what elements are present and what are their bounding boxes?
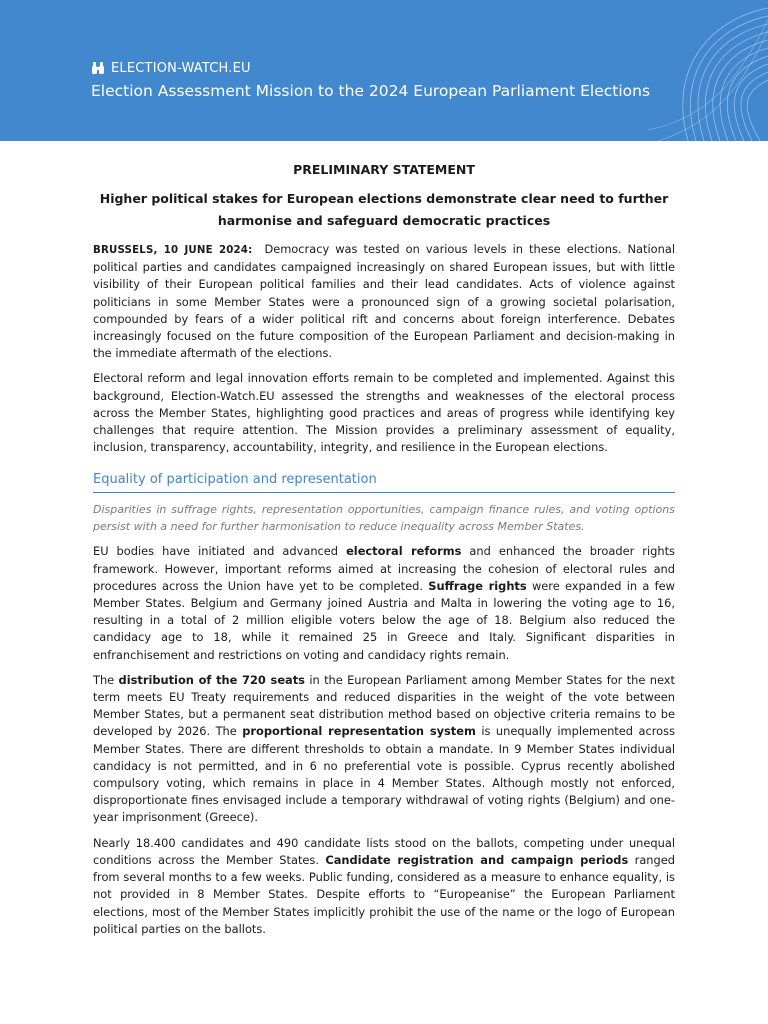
intro-paragraph-1-text: Democracy was tested on various levels in these elections. National political parties and candidates campaigned increasingly on shared European issues, but with little visibility of their European political families and their lead candidates. Acts of violence against politicians in some Member States were a pronounced sign of a growing societal polarisation, compounded by fears of a wider political rift and concerns about foreign interference. Debates increasingly focused on the future composition of the European Parliament and decision-making in the immediate aftermath of the elections. (93, 242, 675, 361)
header-banner (0, 0, 768, 141)
section-heading: Equality of participation and representation (93, 471, 675, 493)
wave-lines-decoration (648, 0, 768, 141)
emphasis-seat-distribution: distribution of the 720 seats (118, 672, 305, 687)
text-run: were expanded in a few Member States. Belgium and Germany joined Austria and Malta in lowering the voting age to 16, resulting in a total of 2 million eligible voters below the age of 18. Belgium also reduced the candidacy age to 18, while it remained 25 in Greece and Italy. Significant disparities in enfranchisement and restrictions on voting and candidacy rights remain. (93, 578, 676, 662)
text-run: Nearly 18.400 candidates and 490 candidate lists stood on the ballots, competing under unequal conditions across the Member States. (93, 835, 675, 867)
section-paragraph-2 (93, 672, 675, 827)
intro-paragraph-2: Electoral reform and legal innovation efforts remain to be completed and implemented. Against this background, Election-Watch.EU assessed the strengths and weaknesses of the electoral process across the Member States, highlighting good practices and areas of progress while identifying key challenges that require attention. The Mission provides a preliminary assessment of equality, inclusion, transparency, accountability, integrity, and resilience in the European elections. (93, 371, 675, 455)
section-paragraph-3 (93, 835, 675, 938)
text-run: in the European Parliament among Member States for the next term meets EU Treaty requirements and reduced disparities in the weight of the vote between Member States, but a permanent seat distribution method based on objective criteria remains to be developed by 2026. The (93, 672, 676, 739)
text-run: ranged from several months to a few weeks. Public funding, considered as a measure to enhance equality, is not provided in 8 Member States. Despite efforts to “Europeanise” the European Parliament elections, most of the Member States implicitly prohibit the use of the name or the logo of European political parties on the ballots. (93, 852, 675, 936)
emphasis-suffrage-rights: Suffrage rights (428, 578, 527, 593)
emphasis-proportional-representation: proportional representation system (242, 724, 476, 739)
emphasis-candidate-registration: Candidate registration and campaign periods (325, 852, 629, 867)
text-run: EU bodies have initiated and advanced (93, 544, 347, 559)
mission-subtitle: Election Assessment Mission to the 2024 European Parliament Elections (91, 82, 651, 100)
document-headline: Higher political stakes for European elections demonstrate clear need to further harmonise and safeguard democratic practices (99, 191, 669, 228)
document-body (93, 161, 675, 946)
brand-logo (91, 59, 251, 77)
emphasis-electoral-reforms: electoral reforms (346, 544, 462, 559)
brand-name: ELECTION-WATCH.EU (111, 60, 251, 76)
binoculars-icon (91, 61, 105, 75)
text-run: and enhanced the broader rights framework. However, important reforms aimed at increasing the cohesion of electoral rules and procedures across the Union have yet to be completed. (93, 544, 675, 593)
text-run: is unequally implemented across Member States. There are different thresholds to obtain a mandate. In 9 Member States individual candidacy is not permitted, and in 6 no preferential vote is possible. Cyprus recently abolished compulsory voting, which remains in place in 4 Member States. Although mostly not enforced, disproportionate fines envisaged include a temporary withdrawal of voting rights (Belgium) and one-year imprisonment (Greece). (93, 724, 675, 825)
section-paragraph-1 (93, 543, 675, 663)
section-summary: Disparities in suffrage rights, representation opportunities, campaign finance rules, and voting options persist with a need for further harmonisation to reduce inequality across Member States. (93, 503, 675, 534)
text-run: The (93, 672, 119, 687)
document-label: PRELIMINARY STATEMENT (293, 162, 475, 177)
dateline: BRUSSELS, 10 JUNE 2024: (93, 245, 253, 256)
intro-paragraph-1 (93, 241, 675, 362)
